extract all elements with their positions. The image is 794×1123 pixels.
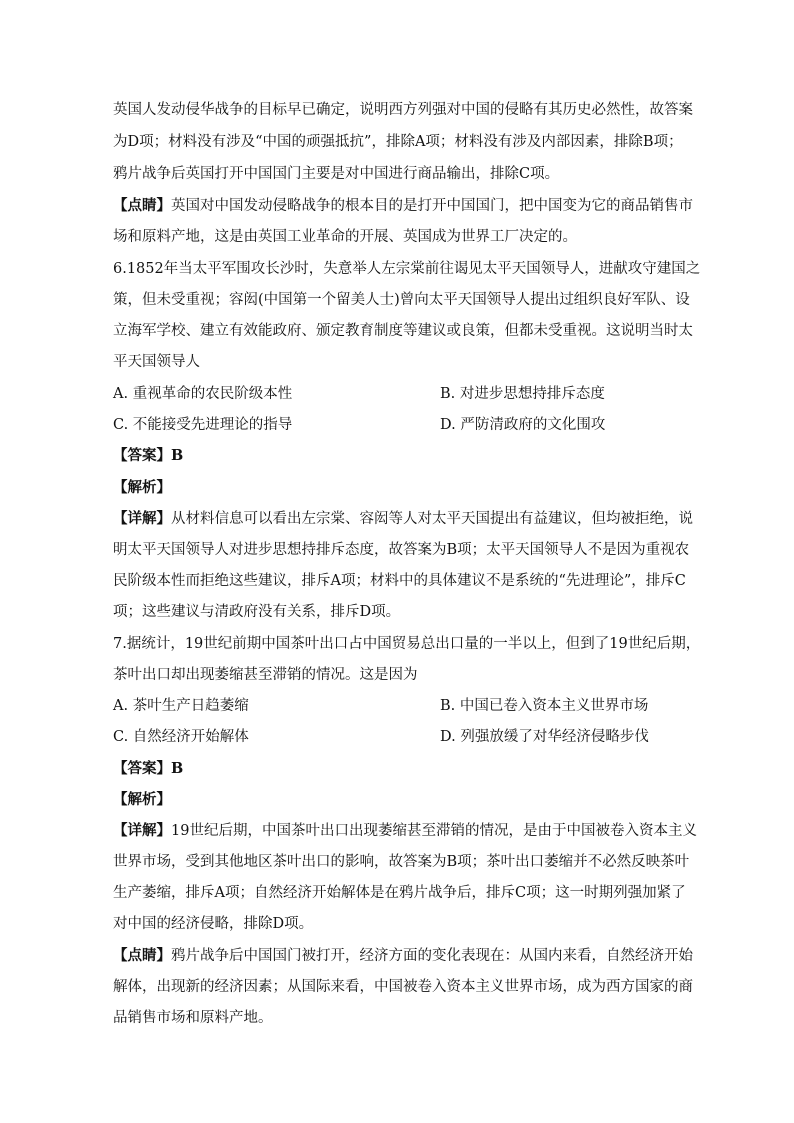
detail-text: 从材料信息可以看出左宗棠、容闳等人对太平天国提出有益建议，但均被拒绝，说: [171, 511, 693, 527]
detail-line: 民阶级本性而拒绝这些建议，排斥A项；材料中的具体建议不是系统的“先进理论”，排斥C: [113, 573, 686, 589]
answer-label: 【答案】B: [113, 760, 184, 777]
option-a: A. 茶叶生产日趋萎缩: [113, 698, 249, 714]
paragraph-line: 英国人发动侵华战争的目标早已确定，说明西方列强对中国的侵略有其历史必然性，故答案: [113, 102, 693, 118]
option-d: D. 严防清政府的文化围攻: [440, 417, 606, 433]
question-stem-line: 7.据统计，19世纪前期中国茶叶出口占中国贸易总出口量的一半以上，但到了19世纪后期，: [113, 636, 701, 652]
question-stem-line: 6.1852年当太平军围攻长沙时，失意举人左宗棠前往谒见太平天国领导人，进献攻守建国之: [113, 261, 701, 277]
option-d: D. 列强放缓了对华经济侵略步伐: [440, 729, 649, 745]
paragraph-line: 鸦片战争后英国打开中国国门主要是对中国进行商品输出，排除C项。: [113, 166, 560, 182]
question-stem-line: 茶叶出口却出现萎缩甚至滞销的情况。这是因为: [113, 667, 418, 683]
answer-label: 【答案】B: [113, 447, 184, 464]
option-b: B. 中国已卷入资本主义世界市场: [440, 698, 649, 714]
note-line: [113, 196, 693, 216]
question-stem-line: 策，但未受重视；容闳(中国第一个留美人士)曾向太平天国领导人提出过组织良好军队、设: [113, 292, 690, 308]
paragraph-line: 为D项；材料没有涉及“中国的顽强抵抗”，排除A项；材料没有涉及内部因素，排除B项；: [113, 134, 683, 150]
detail-line: [113, 821, 697, 841]
note-line: 解体，出现新的经济因素；从国际来看，中国被卷入资本主义世界市场，成为西方国家的商: [113, 979, 693, 995]
detail-tag: 【详解】: [113, 510, 171, 527]
option-b: B. 对进步思想持排斥态度: [440, 386, 605, 402]
option-c: C. 不能接受先进理论的指导: [113, 417, 293, 433]
note-text: 鸦片战争后中国国门被打开，经济方面的变化表现在：从国内来看，自然经济开始: [171, 948, 693, 964]
note-line: 场和原料产地，这是由英国工业革命的开展、英国成为世界工厂决定的。: [113, 229, 577, 245]
detail-line: 世界市场，受到其他地区茶叶出口的影响，故答案为B项；茶叶出口萎缩并不必然反映茶叶: [113, 854, 690, 870]
option-a: A. 重视革命的农民阶级本性: [113, 386, 293, 402]
note-tag: 【点睛】: [113, 197, 171, 214]
detail-text: 19世纪后期，中国茶叶出口出现萎缩甚至滞销的情况，是由于中国被卷入资本主义: [171, 823, 697, 839]
analysis-label: 【解析】: [113, 479, 171, 496]
analysis-label: 【解析】: [113, 791, 171, 808]
detail-line: 明太平天国领导人对进步思想持排斥态度，故答案为B项；太平天国领导人不是因为重视农: [113, 542, 690, 558]
question-stem-line: 立海军学校、建立有效能政府、颁定教育制度等建议或良策，但都未受重视。这说明当时太: [113, 323, 693, 339]
detail-line: [113, 509, 693, 529]
detail-line: 对中国的经济侵略，排除D项。: [113, 916, 314, 932]
detail-tag: 【详解】: [113, 822, 171, 839]
note-tag: 【点睛】: [113, 947, 171, 964]
note-text: 英国对中国发动侵略战争的根本目的是打开中国国门，把中国变为它的商品销售市: [171, 198, 693, 214]
question-stem-line: 平天国领导人: [113, 354, 200, 370]
detail-line: 生产萎缩，排斥A项；自然经济开始解体是在鸦片战争后，排斥C项；这一时期列强加紧了: [113, 885, 686, 901]
option-c: C. 自然经济开始解体: [113, 729, 249, 745]
note-line: [113, 946, 693, 966]
detail-line: 项；这些建议与清政府没有关系，排斥D项。: [113, 604, 401, 620]
note-line: 品销售市场和原料产地。: [113, 1010, 273, 1026]
